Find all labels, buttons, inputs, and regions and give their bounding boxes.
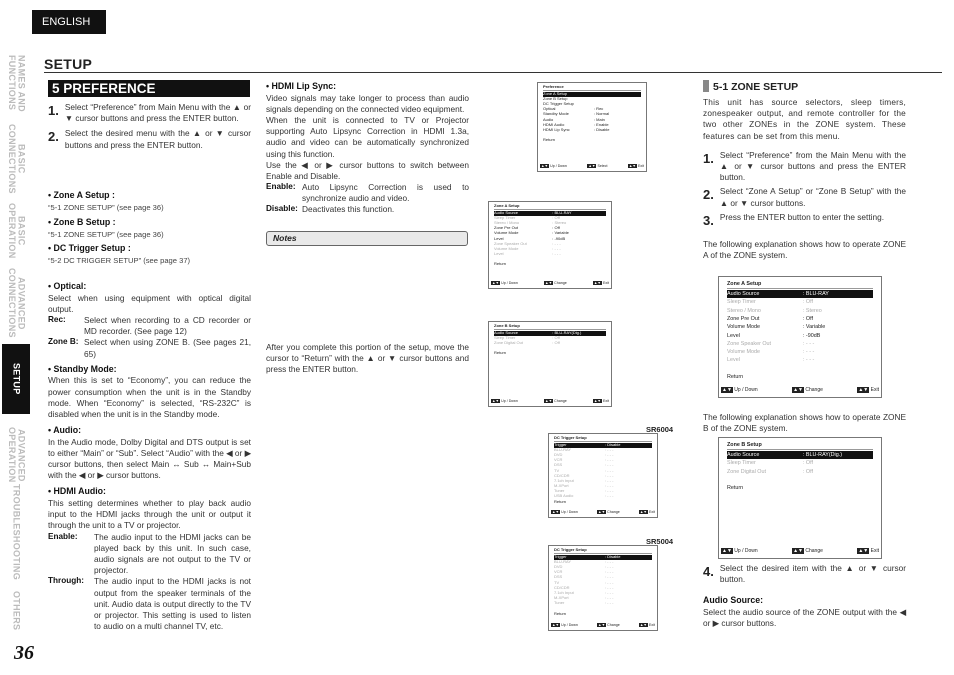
osd-row — [727, 290, 873, 298]
osd-footer-label: Up / Down — [560, 622, 578, 627]
rec-text: Select when recording to a CD recorder or MD recorder. (See page 12) — [84, 314, 251, 337]
osd-row-label — [727, 365, 803, 373]
osd-row — [554, 500, 652, 505]
osd-key-icon: ▲▼ — [858, 387, 869, 394]
zone-a-heading: • Zone A Setup : — [48, 190, 115, 200]
step-1 — [48, 102, 251, 124]
osd-row-value: : Off — [552, 225, 560, 231]
osd-row-label: TV — [554, 467, 560, 473]
osd-row-value: : Off — [802, 460, 813, 467]
model-label-sr5004: SR5004 — [646, 537, 674, 546]
osd-footer-label: Exit — [869, 548, 879, 555]
step-number: 2. — [703, 187, 714, 203]
osd-key-icon: ▲▼ — [541, 163, 549, 168]
rec-item — [48, 315, 251, 337]
osd-row — [494, 351, 606, 356]
osd-row-value: : - - - — [604, 579, 614, 585]
step-2 — [48, 128, 251, 150]
osd-row-value: : BLU-RAY — [552, 209, 572, 215]
rec-label: Rec: — [48, 314, 66, 324]
osd-footer-label: Exit — [637, 163, 644, 168]
step-text: Select the desired menu with the ▲ or ▼ cursor buttons and press the ENTER button. — [64, 128, 251, 150]
osd-key-icon: ▲▼ — [793, 387, 803, 394]
tab-setup[interactable]: SETUP — [2, 344, 30, 414]
through-item — [48, 576, 251, 632]
osd-row-label: DSS — [554, 462, 563, 468]
osd-row-label: Zone Speaker Out — [494, 240, 527, 246]
osd-row — [727, 348, 873, 356]
osd-row — [727, 484, 873, 492]
osd-row-value: : - - - — [604, 483, 614, 489]
osd-footer-label: Up / Down — [732, 548, 758, 555]
osd-row-value: : - - - — [604, 472, 614, 478]
osd-row-label: Stereo / Mono — [727, 307, 761, 314]
osd-row-value: : Off — [552, 334, 560, 340]
osd-row-label: USB Audio — [554, 493, 574, 499]
osd-row — [727, 373, 873, 381]
osd-row-value: : Off — [552, 339, 560, 345]
osd-zone-a-setup-large — [718, 276, 882, 398]
osd-row-label: CD/CDR — [554, 584, 570, 590]
osd-row-label: Volume Mode — [494, 230, 519, 236]
osd-row-label: Zone Digital Out — [727, 468, 766, 475]
osd-row-label: HDMI Lip Sync — [543, 126, 570, 132]
osd-row-label: Volume Mode — [727, 349, 760, 356]
audio-text: In the Audio mode, Dolby Digital and DTS output is set to either “Main” or “Sub”. Select “Audio” with the ◀ or ▶ cursor buttons, then select Main ↔ Sub ↔ Main+Sub with the ◀ or ▶ cursor buttons. — [48, 436, 251, 481]
osd-row-label: 7.1ch Input — [554, 477, 574, 483]
zone-step-2 — [703, 186, 906, 208]
osd-title: DC Trigger Setup — [554, 548, 652, 554]
osd-row-value: : Stereo — [802, 307, 822, 314]
osd-row-value: : Disable — [604, 553, 621, 559]
osd-dc-trigger-sr5004 — [548, 545, 658, 631]
tab-troubleshooting[interactable]: TROUBLESHOOTING — [11, 484, 22, 580]
osd-row-value: : - - - — [604, 589, 614, 595]
osd-row — [727, 307, 873, 315]
through-text: The audio input to the HDMI jacks is not output from the speaker terminals of the unit. Audio data is output directly to the TV or projector. This setting is used to listen to audio on a multi channel TV, etc. — [94, 576, 251, 632]
osd-row-label: Standby Mode — [543, 111, 569, 117]
lip-disable-label: Disable: — [266, 204, 298, 214]
notes-box: Notes — [266, 231, 468, 246]
osd-footer-label: Up / Down — [500, 398, 518, 403]
osd-row-value: : -90dB — [552, 235, 566, 241]
osd-row-value: : - - - — [552, 251, 561, 257]
step-number: 1. — [703, 150, 714, 166]
zone-a-ref[interactable]: “5-1 ZONE SETUP” (see page 36) — [48, 203, 164, 212]
osd-row-label: Sleep Timer — [494, 214, 516, 220]
osd-row-label: Sleep Timer — [727, 299, 756, 306]
col1-content — [48, 102, 251, 151]
osd-footer-label: Change — [606, 622, 620, 627]
osd-footer — [551, 622, 655, 628]
osd-row-value: : - - - — [604, 467, 614, 473]
osd-key-icon: ▲▼ — [722, 548, 732, 555]
osd-footer-label: Change — [553, 398, 567, 403]
optical-text: Select when using equipment with optical digital output. — [48, 292, 251, 314]
osd-row-value: : - - - — [604, 584, 614, 590]
standby-text: When this is set to “Economy”, you can reduce the power consumption when the unit is in the Standby mode. When “Economy” is selected, “RS-232C” is disabled when the unit is in the Standby mode. — [48, 375, 251, 419]
osd-key-icon: ▲▼ — [593, 280, 601, 285]
tab-basic-connections[interactable]: BASIC CONNECTIONS — [7, 124, 27, 194]
osd-row-label: DVD — [554, 563, 563, 569]
explain-zone-b: The following explanation shows how to operate ZONE B of the ZONE system. — [703, 412, 906, 434]
osd-key-icon: ▲▼ — [552, 622, 560, 627]
osd-row-label: VCR — [554, 569, 563, 575]
page-title: SETUP — [44, 56, 93, 72]
audio-source-heading: Audio Source: — [703, 595, 764, 606]
lipsync-text-1: Video signals may take longer to process than audio signals depending on the connected video equipment. — [266, 92, 469, 114]
osd-row-value: : - - - — [604, 451, 614, 457]
lip-disable-text: Deactivates this function. — [302, 204, 395, 215]
osd-row-label: M-XPort — [554, 595, 569, 601]
osd-title: Zone B Setup — [494, 324, 606, 330]
step-text: Select “Preference” from the Main Menu with the ▲ or ▼ cursor buttons and press the ENTER button. — [719, 149, 906, 183]
osd-row-value: : - - - — [604, 477, 614, 483]
osd-zone-b-setup-large — [718, 437, 882, 559]
zone-step-1 — [703, 150, 906, 184]
osd-row — [554, 612, 652, 617]
osd-row-value: : - - - — [604, 558, 614, 564]
osd-key-icon: ▲▼ — [588, 163, 596, 168]
osd-row-label: DSS — [554, 574, 563, 580]
osd-key-icon: ▲▼ — [628, 163, 636, 168]
osd-row-value: : - - - — [604, 574, 614, 580]
language-label: ENGLISH — [32, 10, 106, 34]
osd-footer-label: Up / Down — [549, 163, 567, 168]
osd-footer — [491, 398, 609, 404]
osd-row-value: : Variable — [552, 230, 569, 236]
osd-row-value: : - - - — [552, 245, 561, 251]
osd-row-label: Stereo / Mono — [494, 219, 520, 225]
osd-footer-label: Exit — [602, 398, 609, 403]
osd-row-label: HDMI Audio — [543, 121, 565, 127]
osd-row-value: : - - - — [604, 446, 614, 452]
zoneb-label: Zone B: — [48, 337, 79, 347]
osd-dc-trigger-sr6004 — [548, 433, 658, 518]
lip-enable-text: Auto Lipsync Correction is used to synchronize audio and video. — [302, 182, 469, 204]
osd-row-value: : Normal — [593, 111, 610, 117]
osd-key-icon: ▲▼ — [639, 509, 647, 514]
osd-footer — [491, 280, 609, 286]
osd-key-icon: ▲▼ — [545, 398, 553, 403]
zone-setup-heading: 5-1 ZONE SETUP — [703, 80, 798, 95]
zoneb-text: Select when using ZONE B. (See pages 21, 65) — [84, 337, 251, 359]
osd-row-value: : Disable — [593, 126, 610, 132]
tab-others[interactable]: OTHERS — [11, 591, 22, 631]
osd-row-label: BLU-RAY — [554, 558, 572, 564]
osd-row-value: : Main — [593, 116, 605, 122]
osd-row-label: Sleep Timer — [727, 460, 756, 467]
step-text: Select the desired item with the ▲ or ▼ cursor button. — [719, 563, 906, 585]
osd-key-icon: ▲▼ — [793, 548, 803, 555]
tab-advanced-connections[interactable]: ADVANCED CONNECTIONS — [7, 268, 27, 338]
osd-row-label: TV — [554, 579, 560, 585]
osd-row-label: Return — [554, 610, 567, 616]
osd-row-value: : Rec — [593, 106, 604, 112]
osd-row-label: Sleep Timer — [494, 334, 516, 340]
col2-content — [266, 81, 469, 216]
osd-row-value: : - - - — [604, 457, 614, 463]
osd-title: Zone A Setup — [727, 280, 873, 289]
osd-key-icon: ▲▼ — [858, 548, 869, 555]
osd-key-icon: ▲▼ — [492, 398, 500, 403]
osd-row-label: Zone Speaker Out — [727, 340, 772, 347]
osd-row-value: : Off — [552, 214, 560, 220]
osd-row-value: : - - - — [604, 488, 614, 494]
osd-footer-label: Up / Down — [560, 509, 578, 514]
osd-row-label: Level — [494, 235, 504, 241]
enable-item — [48, 532, 251, 577]
osd-row-value: : - - - — [802, 349, 815, 356]
heading-marker — [703, 80, 709, 92]
osd-row — [727, 323, 873, 331]
osd-row — [727, 451, 873, 459]
osd-key-icon: ▲▼ — [598, 622, 606, 627]
lipsync-text-3: Use the ◀ or ▶ cursor buttons to switch between Enable and Disable. — [266, 159, 469, 181]
osd-title: Zone B Setup — [727, 441, 873, 450]
osd-row-label: Return — [727, 485, 744, 492]
osd-row — [727, 332, 873, 340]
osd-row-value: : BLU-RAY — [802, 291, 829, 298]
osd-row-label: Zone Digital Out — [494, 339, 523, 345]
osd-footer-label: Exit — [648, 509, 655, 514]
osd-row-label: BLU-RAY — [554, 446, 572, 452]
section-title: 5 PREFERENCE — [48, 80, 250, 97]
osd-row-value: : - - - — [604, 595, 614, 601]
osd-row-label: Zone A Setup — [543, 90, 568, 96]
zone-step-4 — [703, 563, 906, 585]
osd-row-label: Audio Source — [727, 291, 760, 298]
osd-row — [727, 459, 873, 467]
osd-row-label: Return — [494, 350, 507, 356]
osd-key-icon: ▲▼ — [545, 280, 553, 285]
standby-heading: • Standby Mode: — [48, 363, 117, 374]
osd-row-value: : BLU-RAY(Dig.) — [552, 329, 582, 335]
osd-row-label: Zone B Setup — [543, 95, 568, 101]
header-rule — [44, 72, 942, 73]
osd-row-label: Trigger — [554, 553, 567, 559]
osd-row-label: Audio Source — [727, 452, 760, 459]
osd-row-label: Audio Source — [494, 209, 519, 215]
osd-footer-label: Exit — [648, 622, 655, 627]
step-text: Select “Zone A Setup” or “Zone B Setup” with the ▲ or ▼ cursor buttons. — [719, 186, 906, 208]
osd-row-value: : -90dB — [802, 332, 821, 339]
osd-key-icon: ▲▼ — [593, 398, 601, 403]
tab-advanced-operation[interactable]: ADVANCED OPERATION — [7, 427, 27, 483]
through-label: Through: — [48, 576, 84, 586]
osd-row-label: CD/CDR — [554, 472, 570, 478]
osd-row-label: Level — [727, 332, 740, 339]
audio-source-text: Select the audio source of the ZONE output with the ◀ or ▶ cursor buttons. — [703, 606, 906, 629]
osd-row-value: : - - - — [604, 600, 614, 606]
osd-row-value: : Stereo — [552, 219, 567, 225]
osd-row-label: M-XPort — [554, 483, 569, 489]
explain-zone-a: The following explanation shows how to operate ZONE A of the ZONE system. — [703, 238, 906, 261]
step-number: 3. — [703, 212, 714, 228]
osd-row-label: Optical — [543, 106, 556, 112]
hdmi-audio-text: This setting determines whether to play back audio input to the HDMI jacks through the unit or output it through the unit to a TV or projector. — [48, 498, 251, 531]
step-number: 1. — [48, 103, 59, 118]
step-number: 4. — [703, 564, 714, 579]
osd-row — [727, 365, 873, 373]
lipsync-text-2: When the unit is connected to TV or Projector supporting Auto Lipsync Correction in HDMI 1.3a, audio and video can be automatically synchronized using this function. — [266, 114, 469, 159]
osd-footer-label: Up / Down — [732, 387, 758, 394]
osd-row-label: Return — [727, 374, 744, 381]
osd-row-label: Zone Pre Out — [727, 316, 760, 322]
osd-row-label: Level — [727, 357, 740, 364]
osd-row-label: Trigger — [554, 441, 567, 447]
audio-heading: • Audio: — [48, 425, 82, 436]
osd-footer-label: Change — [553, 280, 567, 285]
lip-enable-item — [266, 182, 469, 204]
osd-key-icon: ▲▼ — [598, 509, 606, 514]
osd-row-value: : Off — [802, 316, 813, 322]
osd-row-value: : Enable — [593, 121, 609, 127]
after-setup-text: After you complete this portion of the setup, move the cursor to “Return” with the ▲ or ▼ cursor buttons and press the ENTER button. — [266, 342, 469, 375]
osd-row-label: VCR — [554, 457, 563, 463]
osd-title: DC Trigger Setup — [554, 436, 652, 442]
zone-b-ref[interactable]: “5-1 ZONE SETUP” (see page 36) — [48, 230, 164, 239]
osd-title: Zone A Setup — [494, 204, 606, 210]
osd-row-value: : - - - — [604, 493, 614, 499]
osd-footer — [721, 387, 879, 395]
osd-footer-label: Exit — [869, 387, 879, 394]
model-label-sr6004: SR6004 — [646, 425, 674, 434]
osd-row-value: : Disable — [604, 441, 621, 447]
osd-zone-a-setup — [488, 201, 612, 289]
dc-trigger-ref[interactable]: “5-2 DC TRIGGER SETUP” (see page 37) — [48, 256, 191, 265]
osd-title: Preference — [543, 85, 641, 91]
osd-row-value: : Off — [802, 468, 813, 475]
osd-row-value: : - - - — [552, 240, 561, 246]
osd-row-label: DVD — [554, 451, 563, 457]
osd-key-icon: ▲▼ — [722, 387, 732, 394]
osd-footer — [540, 163, 644, 169]
osd-row — [727, 476, 873, 484]
osd-row-label: 7.1ch Input — [554, 589, 574, 595]
osd-row-label: Return — [543, 137, 556, 143]
hdmi-audio-heading: • HDMI Audio: — [48, 486, 106, 497]
osd-row-value: : Variable — [802, 324, 826, 331]
osd-footer-label: Change — [804, 387, 823, 394]
osd-row-value: : BLU-RAY(Dig.) — [802, 452, 843, 459]
osd-row-label — [727, 476, 803, 484]
step-number: 2. — [48, 129, 59, 145]
col1-options — [48, 281, 251, 632]
osd-row-value: : Off — [802, 299, 813, 306]
osd-footer-label: Change — [606, 509, 620, 514]
osd-row — [543, 138, 641, 143]
osd-row-label: Volume Mode — [727, 324, 760, 331]
osd-row — [727, 298, 873, 306]
osd-row-value: : - - - — [802, 340, 815, 347]
enable-text: The audio input to the HDMI jacks can be played back by this unit. In such case, audio signals are not output to the TV or projector. — [94, 531, 251, 576]
optical-heading: • Optical: — [48, 281, 87, 291]
zone-b-heading: • Zone B Setup : — [48, 217, 116, 227]
zone-step-3 — [703, 212, 906, 229]
osd-row-label: Return — [554, 498, 567, 504]
col4-content — [703, 97, 906, 261]
tab-basic-operation[interactable]: BASIC OPERATION — [7, 203, 27, 259]
osd-key-icon: ▲▼ — [552, 509, 560, 514]
tab-names-and-functions[interactable]: NAMES AND FUNCTIONS — [7, 54, 27, 112]
osd-row-label: Audio Source — [494, 329, 519, 335]
step-text: Select “Preference” from Main Menu with the ▲ or ▼ cursor buttons and press the ENTER button. — [64, 102, 251, 124]
step-text: Press the ENTER button to enter the setting. — [719, 211, 885, 222]
osd-row — [727, 315, 873, 323]
osd-footer — [551, 509, 655, 515]
osd-footer — [721, 548, 879, 556]
osd-row-label: Return — [494, 261, 507, 267]
lip-disable-item — [266, 204, 469, 215]
osd-row-label: Zone Pre Out — [494, 225, 519, 231]
dc-trigger-heading: • DC Trigger Setup : — [48, 243, 131, 253]
col4-bottom — [703, 563, 906, 629]
osd-footer-label: Change — [804, 548, 823, 555]
enable-label: Enable: — [48, 531, 78, 541]
osd-footer-label: Exit — [602, 280, 609, 285]
osd-footer-label: Up / Down — [500, 280, 518, 285]
osd-row-label: Tuner — [554, 488, 565, 494]
osd-row-label: Volume Mode — [494, 245, 519, 251]
osd-row — [727, 468, 873, 476]
zone-intro: This unit has source selectors, sleep timers, zonespeaker output, and remote controller for the two other ZONEs in the ZONE system. These features can be set from this menu. — [703, 97, 906, 141]
osd-row — [727, 356, 873, 364]
osd-footer-label: Select — [596, 163, 608, 168]
osd-row — [494, 262, 606, 267]
zoneb-item — [48, 337, 251, 359]
osd-key-icon: ▲▼ — [639, 622, 647, 627]
osd-row-value: : - - - — [802, 357, 815, 364]
osd-row-value: : - - - — [604, 569, 614, 575]
page-number: 36 — [14, 642, 34, 664]
osd-row-value: : - - - — [604, 563, 614, 569]
osd-row-label: Tuner — [554, 600, 565, 606]
osd-row-label: Audio — [543, 116, 554, 122]
osd-row-label: Level — [494, 251, 504, 257]
lipsync-heading: • HDMI Lip Sync: — [266, 81, 337, 91]
osd-preference — [537, 82, 647, 172]
osd-zone-b-setup — [488, 321, 612, 407]
osd-key-icon: ▲▼ — [492, 280, 500, 285]
osd-row — [727, 340, 873, 348]
osd-row-value: : - - - — [604, 462, 614, 468]
osd-row-label: DC Trigger Setup — [543, 100, 574, 106]
lip-enable-label: Enable: — [266, 182, 296, 192]
